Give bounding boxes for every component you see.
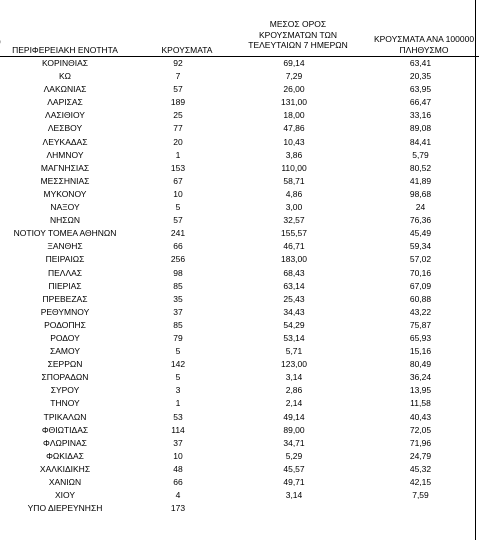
cell-region: ΞΑΝΘΗΣ (47, 241, 83, 252)
table-row (0, 489, 479, 502)
cell-cases: 3 (175, 385, 181, 396)
table-row (0, 293, 479, 306)
cell-region: ΠΡΕΒΕΖΑΣ (42, 293, 88, 304)
table-row (0, 162, 479, 175)
cell-cases: 20 (173, 136, 183, 147)
cell-region: ΣΥΡΟΥ (50, 385, 80, 396)
cell-avg7: 53,14 (283, 332, 305, 343)
cell-avg7: 45,57 (283, 463, 305, 474)
cell-cases: 79 (173, 332, 183, 343)
cell-region: ΚΩ (58, 71, 72, 82)
cell-region: ΠΙΕΡΙΑΣ (48, 280, 82, 291)
table-row (0, 201, 479, 214)
cell-region: ΚΟΡΙΝΘΙΑΣ (41, 58, 89, 68)
cell-avg7: 18,00 (283, 110, 305, 121)
table-row (0, 253, 479, 266)
cell-cases: 142 (170, 359, 186, 370)
cell-region: ΥΠΟ ΔΙΕΡΕΥΝΗΣΗ (27, 503, 103, 514)
column-header-region: ΠΕΡΙΦΕΡΕΙΑΚΗ ΕΝΟΤΗΤΑ (12, 45, 118, 55)
table-row (0, 280, 479, 293)
cell-region: ΛΑΚΩΝΙΑΣ (43, 84, 87, 95)
cell-region: ΣΕΡΡΩΝ (47, 359, 83, 370)
cell-avg7: 110,00 (281, 162, 307, 173)
cell-per100k: 80,49 (409, 359, 432, 370)
table-row (0, 371, 479, 384)
cell-per100k: 11,58 (410, 398, 431, 409)
cell-cases: 153 (170, 162, 186, 173)
cell-per100k: 71,96 (409, 437, 432, 448)
cell-region: ΤΡΙΚΑΛΩΝ (43, 411, 87, 422)
cell-avg7: 5,71 (285, 346, 303, 357)
cell-cases: 48 (173, 463, 183, 474)
cell-avg7: 183,00 (281, 254, 307, 265)
cell-cases: 37 (173, 437, 183, 448)
cell-cases: 92 (173, 58, 183, 68)
table-row (0, 136, 479, 149)
table-row (0, 384, 479, 397)
table-row (0, 345, 479, 358)
cell-avg7: 4,86 (285, 188, 303, 199)
cell-cases: 4 (175, 490, 181, 501)
table-row (0, 175, 479, 188)
table-row (0, 70, 479, 83)
cell-per100k: 66,47 (409, 97, 432, 108)
cell-region: ΣΑΜΟΥ (49, 346, 80, 357)
cell-cases: 189 (170, 97, 186, 108)
cell-per100k: 98,68 (409, 188, 432, 199)
cell-region: ΝΑΞΟΥ (50, 202, 80, 213)
cell-cases: 1 (175, 149, 181, 160)
cell-region: ΡΟΔΟΥ (50, 332, 80, 343)
table-row (0, 188, 479, 201)
cell-avg7: 2,14 (285, 398, 303, 409)
cell-avg7: 32,57 (283, 215, 305, 226)
table-row (0, 149, 479, 162)
cell-region: ΦΩΚΙΔΑΣ (46, 450, 84, 461)
cell-per100k: 63,41 (409, 58, 432, 68)
cell-cases: 57 (173, 84, 183, 95)
cell-region: ΧΙΟΥ (54, 490, 76, 501)
cell-per100k: 80,52 (409, 162, 432, 173)
cell-region: ΦΘΙΩΤΙΔΑΣ (41, 424, 89, 435)
cell-avg7: 69,14 (283, 58, 305, 68)
cell-cases: 5 (175, 372, 181, 383)
cell-region: ΜΕΣΣΗΝΙΑΣ (40, 175, 90, 186)
cell-per100k: 45,32 (409, 463, 432, 474)
cell-cases: 98 (173, 267, 183, 278)
table-row (0, 424, 479, 437)
cell-cases: 10 (173, 188, 183, 199)
cell-avg7: 34,71 (283, 437, 305, 448)
table-row (0, 397, 479, 410)
cell-cases: 256 (170, 254, 186, 265)
cell-per100k: 24 (415, 202, 426, 213)
cell-avg7: 123,00 (281, 359, 307, 370)
cell-avg7: 49,14 (283, 411, 305, 422)
cell-region: ΛΕΥΚΑΔΑΣ (42, 136, 88, 147)
cell-avg7: 3,86 (285, 149, 303, 160)
cell-avg7: 25,43 (283, 293, 305, 304)
cell-cases: 10 (173, 450, 183, 461)
cell-per100k: 76,36 (409, 215, 432, 226)
cell-per100k: 67,09 (409, 280, 432, 291)
cases-table-body (0, 57, 479, 515)
cell-per100k: 72,05 (409, 424, 432, 435)
cell-cases: 53 (173, 411, 183, 422)
cell-per100k: 33,16 (409, 110, 432, 121)
cell-cases: 85 (173, 280, 183, 291)
cell-per100k: 45,49 (409, 228, 432, 239)
table-row (0, 332, 479, 345)
cell-per100k: 63,95 (409, 84, 432, 95)
cell-per100k: 70,16 (409, 267, 432, 278)
table-row (0, 267, 479, 280)
cell-cases: 66 (173, 477, 183, 487)
cell-cases: 1 (175, 398, 181, 409)
cases-table (0, 57, 479, 515)
column-header-cases: ΚΡΟΥΣΜΑΤΑ (161, 45, 213, 55)
cell-avg7 (226, 502, 362, 515)
cell-cases: 67 (173, 175, 183, 186)
cell-cases: 25 (173, 110, 183, 121)
cell-region: ΝΗΣΩΝ (49, 215, 81, 226)
cell-avg7: 3,14 (285, 372, 303, 383)
cell-avg7: 155,57 (281, 228, 307, 239)
cell-cases: 241 (170, 228, 186, 239)
cell-cases: 7 (175, 71, 181, 82)
cell-avg7: 49,71 (283, 477, 305, 487)
cell-avg7: 46,71 (283, 241, 305, 252)
cell-avg7: 54,29 (283, 319, 305, 330)
cell-region: ΠΕΙΡΑΙΩΣ (45, 254, 85, 265)
cell-avg7: 63,14 (283, 280, 305, 291)
cell-avg7: 7,29 (285, 71, 303, 82)
table-row (0, 96, 479, 109)
cell-region: ΡΕΘΥΜΝΟΥ (40, 306, 90, 317)
column-header-7day-average: ΜΕΣΟΣ ΟΡΟΣ ΚΡΟΥΣΜΑΤΩΝ ΤΩΝ ΤΕΛΕΥΤΑΙΩΝ 7 ΗΜΕΡΩΝ (248, 19, 348, 50)
table-row (0, 502, 479, 515)
table-row (0, 411, 479, 424)
cell-region: ΛΑΣΙΘΙΟΥ (45, 110, 85, 121)
cell-per100k: 15,16 (409, 346, 432, 357)
cell-region: ΧΑΛΚΙΔΙΚΗΣ (39, 463, 91, 474)
cell-cases: 35 (173, 293, 183, 304)
cell-per100k: 43,22 (409, 306, 432, 317)
cell-cases: 173 (170, 503, 186, 514)
cell-region: ΡΟΔΟΠΗΣ (44, 319, 86, 330)
table-row (0, 122, 479, 135)
cell-per100k: 41,89 (409, 175, 432, 186)
cell-avg7: 89,00 (283, 424, 305, 435)
cell-region: ΣΠΟΡΑΔΩΝ (41, 372, 89, 383)
cell-cases: 114 (171, 424, 185, 435)
cell-region: ΛΑΡΙΣΑΣ (47, 97, 83, 108)
cell-avg7: 10,43 (283, 136, 305, 147)
table-row (0, 476, 479, 489)
cell-per100k: 89,08 (409, 123, 432, 134)
cell-per100k: 59,34 (409, 241, 432, 252)
column-header-per-100000: ΚΡΟΥΣΜΑΤΑ ΑΝΑ 100000 ΠΛΗΘΥΣΜΟ (373, 34, 475, 55)
cell-region: ΦΛΩΡΙΝΑΣ (43, 437, 87, 448)
cell-region: ΤΗΝΟΥ (50, 398, 80, 409)
cell-per100k: 42,15 (409, 477, 432, 487)
cell-avg7: 68,43 (283, 267, 305, 278)
cell-cases: 85 (173, 319, 183, 330)
cell-region: ΧΑΝΙΩΝ (48, 477, 82, 487)
table-row (0, 437, 479, 450)
table-row (0, 463, 479, 476)
table-row (0, 214, 479, 227)
cell-avg7: 5,29 (285, 450, 303, 461)
cell-avg7: 131,00 (281, 97, 307, 108)
table-row (0, 109, 479, 122)
cell-per100k: 7,59 (412, 490, 429, 501)
table-row (0, 358, 479, 371)
cell-cases: 57 (173, 215, 183, 226)
cell-per100k (362, 502, 479, 515)
table-row (0, 83, 479, 96)
cell-region: ΝΟΤΙΟΥ ΤΟΜΕΑ ΑΘΗΝΩΝ (13, 228, 117, 239)
cell-per100k: 24,79 (409, 450, 432, 461)
cell-avg7: 3,14 (285, 490, 303, 501)
cell-avg7: 58,71 (283, 175, 305, 186)
table-row (0, 450, 479, 463)
table-row (0, 306, 479, 319)
cell-per100k: 20,35 (409, 71, 432, 82)
cell-avg7: 47,86 (283, 123, 305, 134)
cell-per100k: 75,87 (409, 319, 432, 330)
cell-region: ΛΕΣΒΟΥ (47, 123, 83, 134)
cell-region: ΜΑΓΝΗΣΙΑΣ (40, 162, 90, 173)
cell-cases: 66 (173, 241, 183, 252)
cell-per100k: 36,24 (409, 372, 432, 383)
cell-cases: 77 (173, 123, 183, 134)
cell-cases: 5 (175, 346, 181, 357)
cell-per100k: 40,43 (409, 411, 432, 422)
table-row (0, 57, 479, 70)
cell-avg7: 2,86 (285, 385, 303, 396)
cell-avg7: 26,00 (283, 84, 305, 95)
cell-per100k: 65,93 (409, 332, 432, 343)
cell-cases: 37 (173, 306, 183, 317)
cell-region: ΛΗΜΝΟΥ (46, 149, 84, 160)
cell-avg7: 3,00 (285, 202, 303, 213)
cell-avg7: 34,43 (283, 306, 305, 317)
table-row (0, 319, 479, 332)
cell-region: ΜΥΚΟΝΟΥ (43, 188, 87, 199)
cell-region: ΠΕΛΛΑΣ (47, 267, 83, 278)
cell-per100k: 13,95 (409, 385, 432, 396)
cell-per100k: 5,79 (412, 149, 429, 160)
cell-cases: 5 (175, 202, 181, 213)
cell-per100k: 84,41 (409, 136, 432, 147)
cell-per100k: 57,02 (409, 254, 432, 265)
cell-per100k: 60,88 (409, 293, 432, 304)
table-row (0, 227, 479, 240)
table-row (0, 240, 479, 253)
